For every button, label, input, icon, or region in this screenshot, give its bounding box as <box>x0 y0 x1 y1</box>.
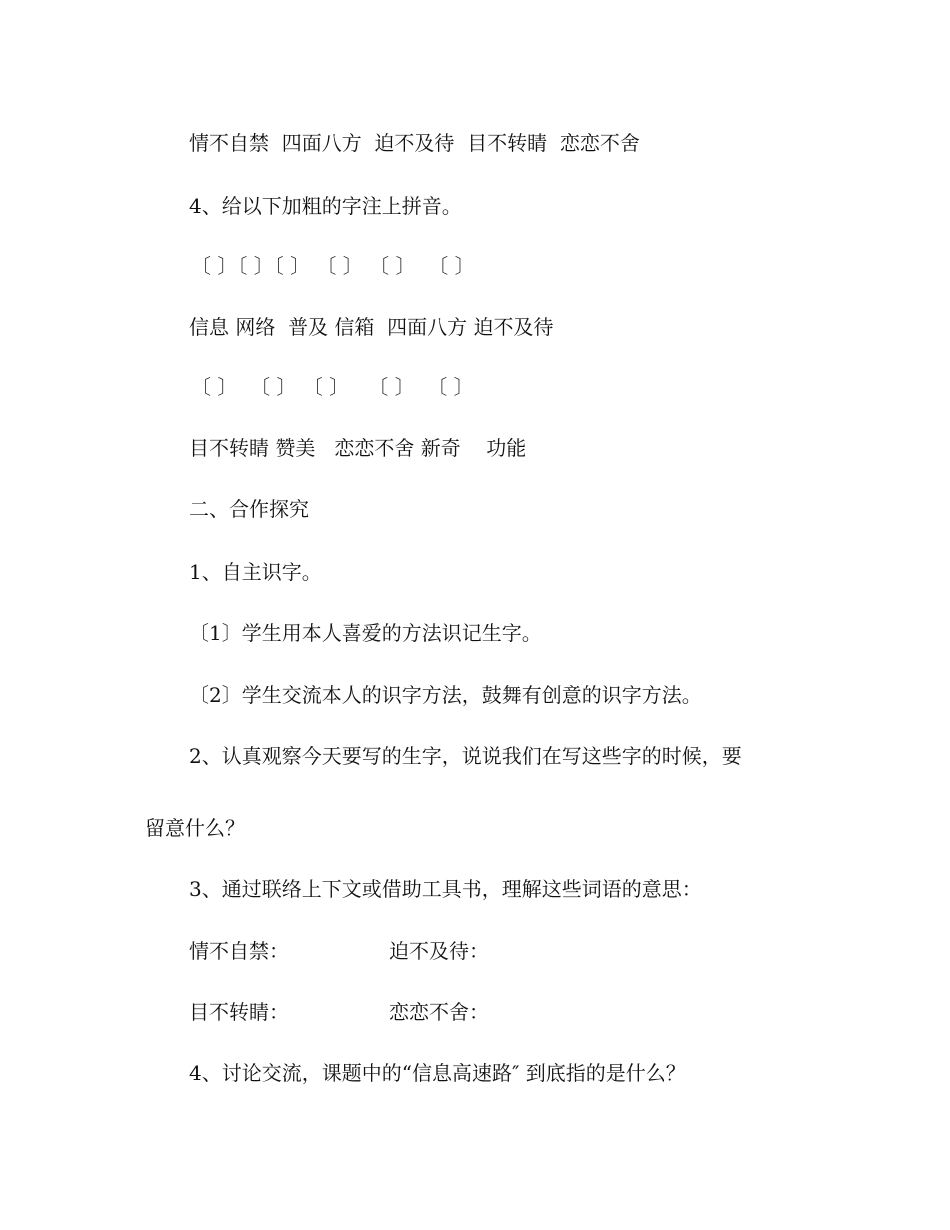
section-heading-cooperation: 二、合作探究 <box>189 497 309 521</box>
pinyin-brackets-row-1: 〔 〕〔 〕〔 〕 〔 〕 〔 〕 〔 〕 <box>191 254 475 278</box>
item-1-self-study: 1、自主识字。 <box>189 560 322 584</box>
vocab-term-right-2: 恋恋不舍： <box>389 1000 489 1024</box>
item-2-observe: 2、认真观察今天要写的生字，说说我们在写这些字的时候，要 <box>189 744 742 768</box>
pinyin-words-row-1: 信息 网络 普及 信箱 四面八方 迫不及待 <box>189 315 554 339</box>
item-1-sub-2: 〔2〕学生交流本人的识字方法，鼓舞有创意的识字方法。 <box>189 683 702 707</box>
item-3-understand: 3、通过联络上下文或借助工具书，理解这些词语的意思： <box>189 877 702 901</box>
vocab-term-right-1: 迫不及待： <box>389 939 489 963</box>
vocab-term-left-1: 情不自禁： <box>189 939 289 963</box>
item-1-sub-1: 〔1〕学生用本人喜爱的方法识记生字。 <box>189 621 542 645</box>
vocab-term-left-2: 目不转睛： <box>189 1000 289 1024</box>
item-2-continuation: 留意什么？ <box>145 816 245 840</box>
idiom-list-line: 情不自禁 四面八方 迫不及待 目不转睛 恋恋不舍 <box>189 131 640 155</box>
item-4-discussion: 4、讨论交流，课题中的“信息高速路″ 到底指的是什么？ <box>189 1061 686 1085</box>
pinyin-brackets-row-2: 〔 〕 〔 〕 〔 〕 〔 〕 〔 〕 <box>191 375 474 399</box>
question-4-pinyin: 4、给以下加粗的字注上拼音。 <box>189 194 462 218</box>
pinyin-words-row-2: 目不转睛 赞美 恋恋不舍 新奇 功能 <box>189 436 527 460</box>
